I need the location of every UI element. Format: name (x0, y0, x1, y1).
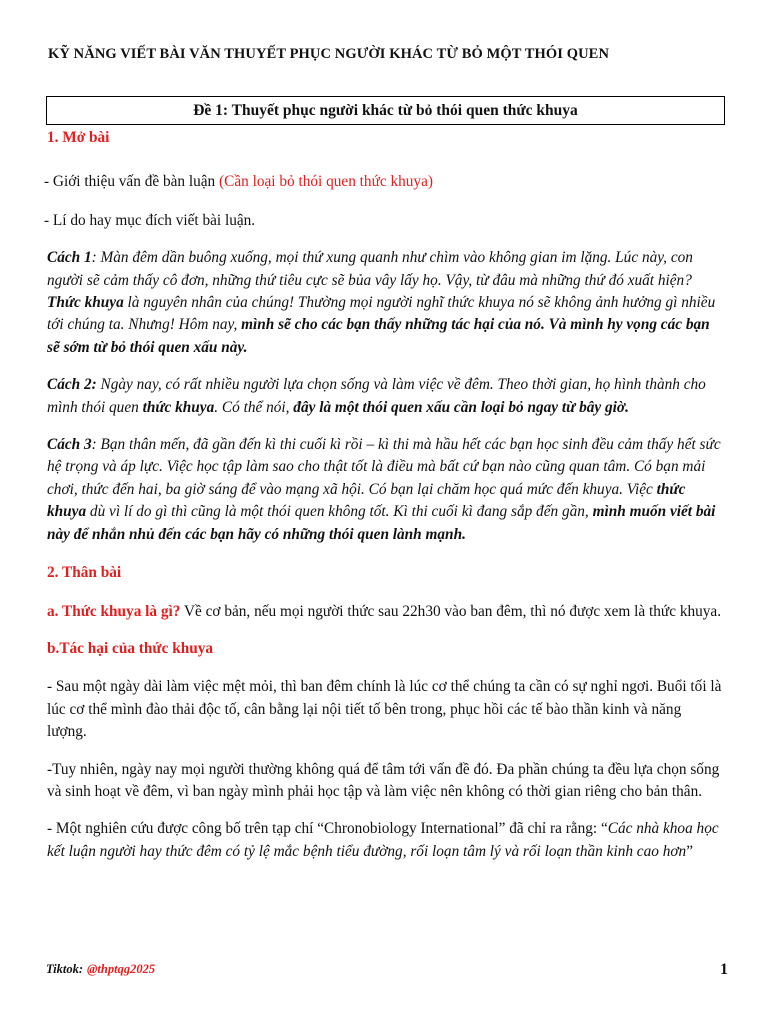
text: - Một nghiên cứu được công bố trên tạp chí “Chronobiology International” đã chỉ ra rằng: “ (47, 820, 608, 838)
label: Cách 2: (47, 376, 97, 394)
footer-tiktok (46, 962, 155, 977)
paragraph-intro-2: - Lí do hay mục đích viết bài luận. (44, 211, 256, 229)
paragraph-harm-1: - Sau một ngày dài làm việc mệt mỏi, thì ban đêm chính là lúc cơ thể chúng ta cần có sự nghỉ ngơi. Buổi tối là lúc cơ thể mình đào thải độc tố, cân bằng lại nội tiết tố bên trong, phục hồi các tế bào thần kinh và năng lượng. (47, 678, 722, 741)
paragraph-definition (47, 601, 723, 623)
text: - Giới thiệu vấn đề bàn luận (44, 173, 220, 191)
label: Cách 3 (47, 436, 92, 454)
paragraph-intro-1 (44, 171, 723, 193)
document-title: KỸ NĂNG VIẾT BÀI VĂN THUYẾT PHỤC NGƯỜI KHÁC TỪ BỎ MỘT THÓI QUEN (48, 46, 610, 62)
text-highlight: (Cần loại bỏ thói quen thức khuya) (219, 173, 433, 191)
text: Về cơ bản, nếu mọi người thức sau 22h30 vào ban đêm, thì nó được xem là thức khuya. (180, 602, 722, 620)
text: . Có thể nói, (214, 398, 294, 416)
text-bold: đây là một thói quen xấu cần loại bỏ ngay từ bây giờ. (293, 398, 629, 416)
topic-box: Đề 1: Thuyết phục người khác từ bỏ thói quen thức khuya (46, 96, 725, 125)
section-heading-2: 2. Thân bài (47, 564, 122, 582)
text: dù vì lí do gì thì cũng là một thói quen không tốt. Kì thi cuối kì đang sắp đến gần, (86, 503, 593, 521)
footer-handle: @thptqg2025 (87, 962, 156, 976)
section-heading-1: 1. Mở bài (47, 129, 110, 146)
text: : Màn đêm dần buông xuống, mọi thứ xung quanh như chìm vào không gian im lặng. Lúc này, con người sẽ cảm thấy cô đơn, những thứ tiêu cực sẽ bủa vây lấy họ. Vậy, từ đâu mà những thứ đó xuất hiện? (47, 249, 693, 289)
subheading-a: a. Thức khuya là gì? (47, 602, 181, 620)
text-bold: mình muốn viết bài này để nhắn nhủ đến các bạn hãy có những thói quen lành mạnh. (47, 503, 716, 543)
subheading-b: b.Tác hại của thức khuya (47, 639, 214, 657)
text: ” (686, 842, 693, 860)
label: Cách 1 (47, 249, 92, 267)
text-bold: Thức khuya (47, 294, 124, 312)
text-bold: thức khuya (142, 398, 215, 416)
paragraph-cach-2 (47, 374, 723, 419)
page-number: 1 (720, 961, 728, 978)
footer-label: Tiktok: (46, 962, 84, 976)
text: : Bạn thân mến, đã gần đến kì thi cuối kì rồi – kì thi mà hầu hết các bạn học sinh đều cảm thấy hết sức hệ trọng và áp lực. Việc học tập làm sao cho thật tốt là điều mà bất cứ bạn nào cũng quan tâm. Có bạn mải chơi, thức đến hai, ba giờ sáng để vào mạng xã hội. Có bạn lại chăm học quá mức đến khuya. Việc (47, 436, 721, 498)
text-italic: Các nhà khoa học kết luận người hay thức đêm có tỷ lệ mắc bệnh tiểu đường, rối loạn tâm lý và rối loạn thần kinh cao hơn (47, 820, 719, 860)
paragraph-cach-3 (47, 434, 723, 546)
paragraph-harm-3 (47, 818, 723, 863)
text-bold: mình sẽ cho các bạn thấy những tác hại của nó. Và mình hy vọng các bạn sẽ sớm từ bỏ thói quen xấu này. (47, 316, 710, 356)
paragraph-cach-1 (47, 247, 723, 359)
text: Ngày nay, có rất nhiều người lựa chọn sống và làm việc về đêm. Theo thời gian, họ hình thành cho mình thói quen (47, 376, 706, 416)
paragraph-harm-2: -Tuy nhiên, ngày nay mọi người thường không quá để tâm tới vấn đề đó. Đa phần chúng ta đều lựa chọn sống và sinh hoạt về đêm, vì ban ngày mình phải học tập và làm việc nên không có thời gian riêng cho bản thân. (47, 760, 720, 800)
document-body (44, 126, 723, 878)
text-bold: thức khuya (47, 480, 686, 521)
text: là nguyên nhân của chúng! Thường mọi người nghĩ thức khuya nó sẽ không ảnh hưởng gì nhiều tới chúng ta. Nhưng! Hôm nay, (47, 294, 716, 334)
